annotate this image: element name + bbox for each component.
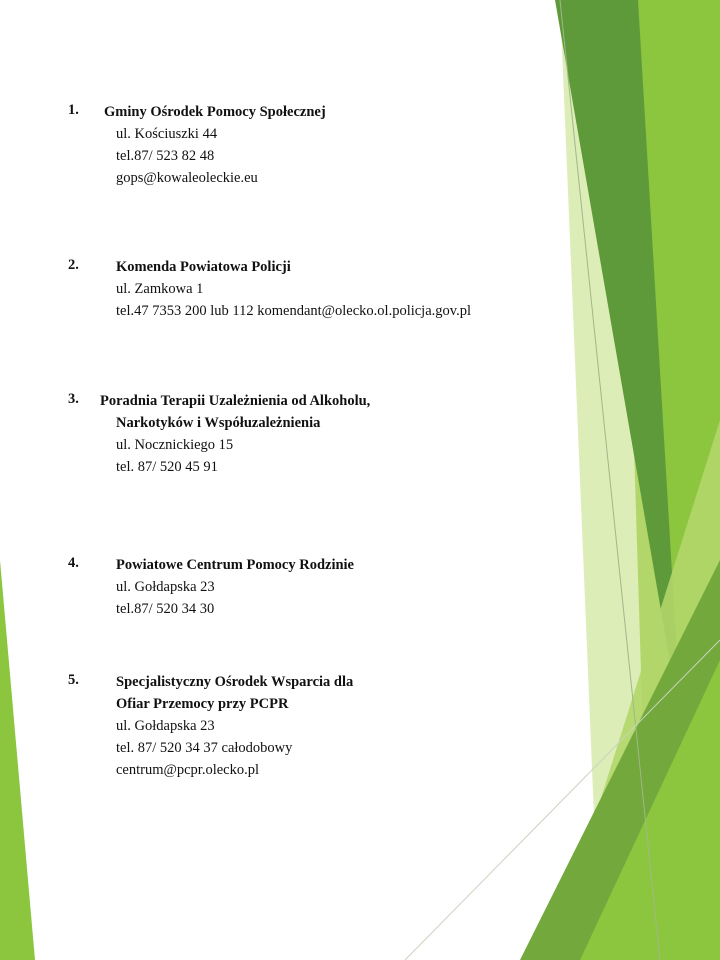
deco-shape-dark [555,0,680,720]
entry-phone: tel. 87/ 520 45 91 [116,459,218,475]
entry-phone: tel. 87/ 520 34 37 całodobowy [116,740,293,756]
entry-phone-email: tel.47 7353 200 lub 112 komendant@olecko.ol.policja.gov.pl [116,303,471,319]
entry-number: 5. [68,672,79,688]
entry-address: ul. Gołdapska 23 [116,579,215,595]
entry-phone: tel.87/ 523 82 48 [116,148,215,164]
entry-email: gops@kowaleoleckie.eu [116,170,258,186]
entry-number: 2. [68,257,79,273]
entry-phone: tel.87/ 520 34 30 [116,601,215,617]
deco-line-1 [560,0,660,960]
entry-title-continued: Ofiar Przemocy przy PCPR [116,696,289,712]
entry-number: 4. [68,555,79,571]
entry-title: Specjalistyczny Ośrodek Wsparcia dla [116,674,354,690]
deco-shape-bright [638,0,720,960]
deco-shape-pale [560,0,720,960]
entry-email: centrum@pcpr.olecko.pl [116,762,260,778]
deco-shape-lower-light [550,420,720,960]
entry-address: ul. Kościuszki 44 [116,126,218,142]
entry-number: 1. [68,102,79,118]
deco-shape-lower-mid [520,560,720,960]
entry-title: Powiatowe Centrum Pomocy Rodzinie [116,557,354,573]
entry-title-continued: Narkotyków i Współuzależnienia [116,415,321,431]
deco-shape-light [620,0,720,960]
entry-number: 3. [68,391,79,407]
entry-address: ul. Zamkowa 1 [116,281,204,297]
deco-line-2 [405,640,720,960]
entry-address: ul. Nocznickiego 15 [116,437,234,453]
entry-title: Poradnia Terapii Uzależnienia od Alkoholu, [100,393,371,409]
entry-title: Komenda Powiatowa Policji [116,259,291,275]
deco-shape-lower-bright [580,660,720,960]
entry-address: ul. Gołdapska 23 [116,718,215,734]
deco-shape-left-bar [0,560,35,960]
entry-title: Gminy Ośrodek Pomocy Społecznej [104,104,326,120]
